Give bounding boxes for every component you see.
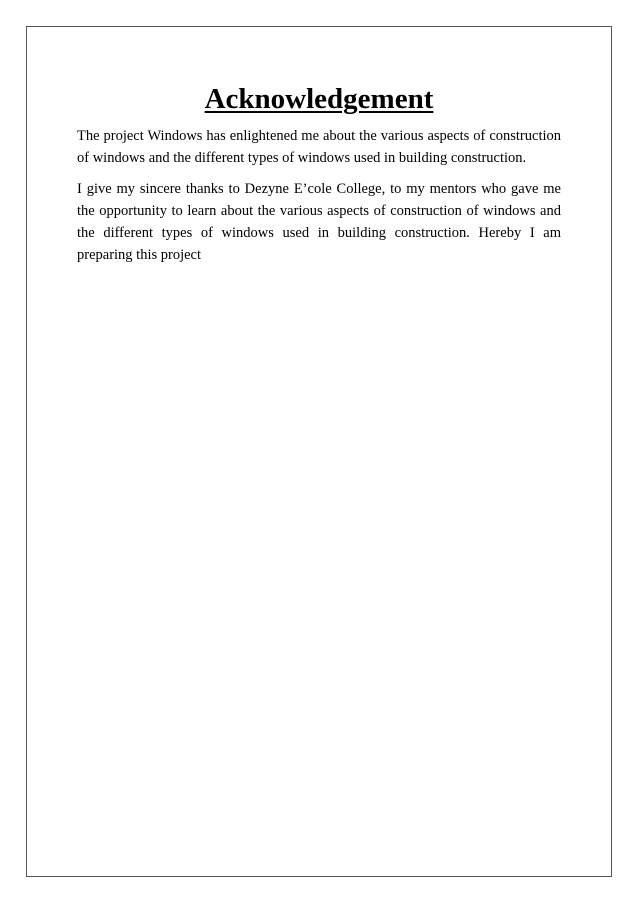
- document-body: [77, 82, 561, 266]
- paragraph-intro: The project Windows has enlightened me about the various aspects of construction of windows and the different types of windows used in building construction.: [77, 128, 561, 166]
- paragraph-thanks: I give my sincere thanks to Dezyne E’cole College, to my mentors who gave me the opportunity to learn about the various aspects of construction of windows and the different types of windows used in building construction. Hereby I am preparing this project: [77, 181, 561, 263]
- page-title: Acknowledgement: [204, 83, 434, 115]
